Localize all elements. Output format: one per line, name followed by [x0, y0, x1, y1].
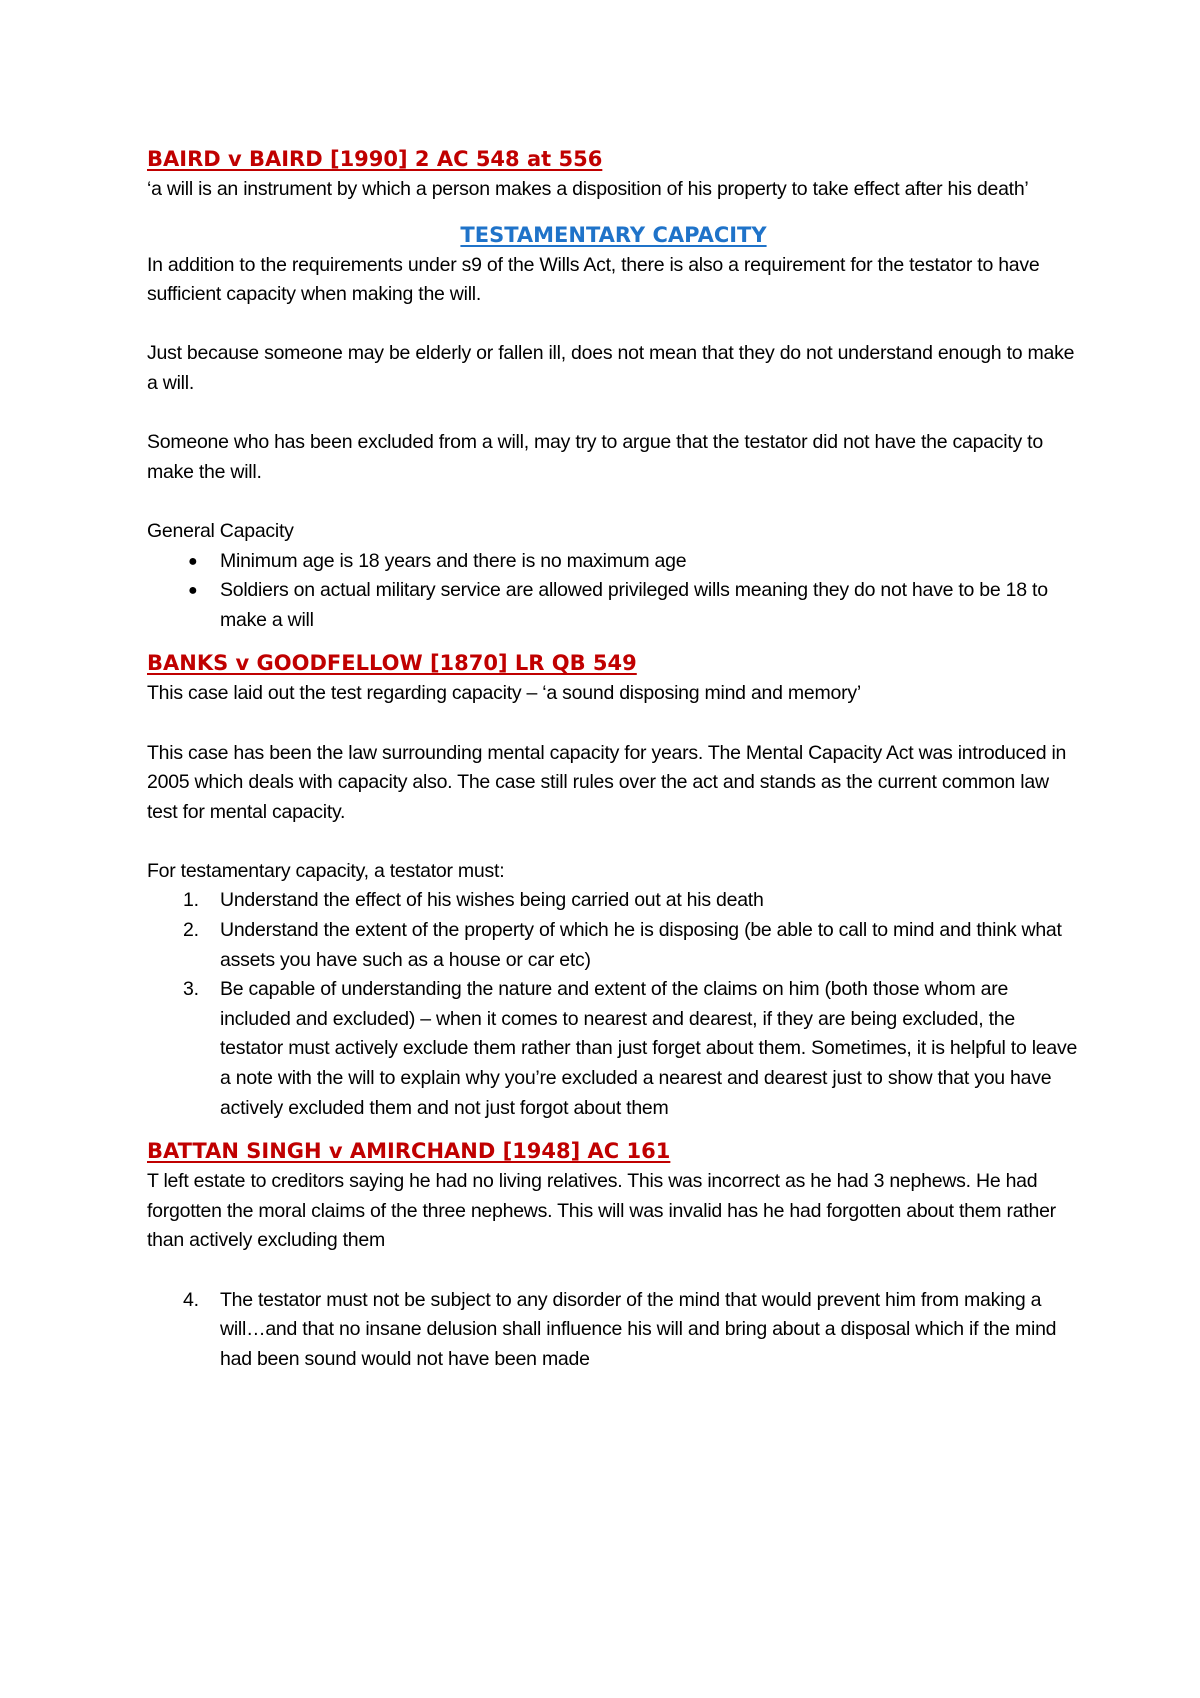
capacity-paragraph-2: Just because someone may be elderly or fallen ill, does not mean that they do not understand enough to make a will.: [147, 342, 1075, 394]
list-number: 3.: [183, 978, 199, 1001]
capacity-paragraph-1: In addition to the requirements under s9 of the Wills Act, there is also a requirement for the testator to have sufficient capacity when making the will.: [147, 253, 1040, 306]
section-heading-testamentary-capacity: TESTAMENTARY CAPACITY: [460, 222, 767, 247]
general-capacity-list: [147, 547, 1080, 636]
list-item: 2. Understand the extent of the property of which he is disposing (be able to call to mind and think what assets you have such as a house or car etc): [147, 916, 1080, 975]
battan-paragraph: T left estate to creditors saying he had no living relatives. This was incorrect as he had 3 nephews. He had forgotten the moral claims of the three nephews. This will was invalid has he had forgotten about them rather than actively excluding them: [147, 1170, 1056, 1252]
capacity-test-list: [147, 886, 1080, 1123]
baird-quote: ‘a will is an instrument by which a person makes a disposition of his property to take effect after his death’: [147, 178, 1029, 200]
bullet-icon: ●: [188, 552, 198, 570]
list-item: 1. Understand the effect of his wishes being carried out at his death: [147, 886, 1080, 916]
bullet-icon: ●: [188, 582, 198, 600]
case-heading-battan: BATTAN SINGH v AMIRCHAND [1948] AC 161: [147, 1139, 671, 1164]
capacity-test-list-continued: [147, 1286, 1080, 1375]
banks-paragraph-2: This case has been the law surrounding mental capacity for years. The Mental Capacity Act was introduced in 2005 which deals with capacity also. The case still rules over the act and stands as the current common law test for mental capacity.: [147, 741, 1067, 823]
banks-intro: For testamentary capacity, a testator must:: [147, 859, 505, 882]
banks-paragraph-1: This case laid out the test regarding capacity – ‘a sound disposing mind and memory’: [147, 682, 861, 705]
case-heading-baird: BAIRD v BAIRD [1990] 2 AC 548 at 556: [147, 147, 603, 171]
list-item: 4. The testator must not be subject to any disorder of the mind that would prevent him from making a will…and that no insane delusion shall influence his will and bring about a disposal which if the mind had been sound would not have been made: [147, 1286, 1080, 1375]
capacity-paragraph-3: Someone who has been excluded from a will, may try to argue that the testator did not have the capacity to make the will.: [147, 431, 1043, 483]
list-number: 1.: [183, 889, 199, 912]
list-item: ● Minimum age is 18 years and there is no maximum age: [147, 547, 1080, 577]
list-item: 3. Be capable of understanding the nature and extent of the claims on him (both those whom are included and excluded) – when it comes to nearest and dearest, if they are being excluded, the testator must actively exclude them rather than just forget about them. Sometimes, it is helpful to leave a note with the will to explain why you’re excluded a nearest and dearest just to show that you have actively excluded them and not just forgot about them: [147, 975, 1080, 1123]
case-heading-banks: BANKS v GOODFELLOW [1870] LR QB 549: [147, 651, 637, 676]
general-capacity-label: General Capacity: [147, 519, 294, 542]
list-item: ● Soldiers on actual military service are allowed privileged wills meaning they do not have to be 18 to make a will: [147, 576, 1080, 635]
list-number: 2.: [183, 919, 199, 942]
list-number: 4.: [183, 1288, 199, 1311]
